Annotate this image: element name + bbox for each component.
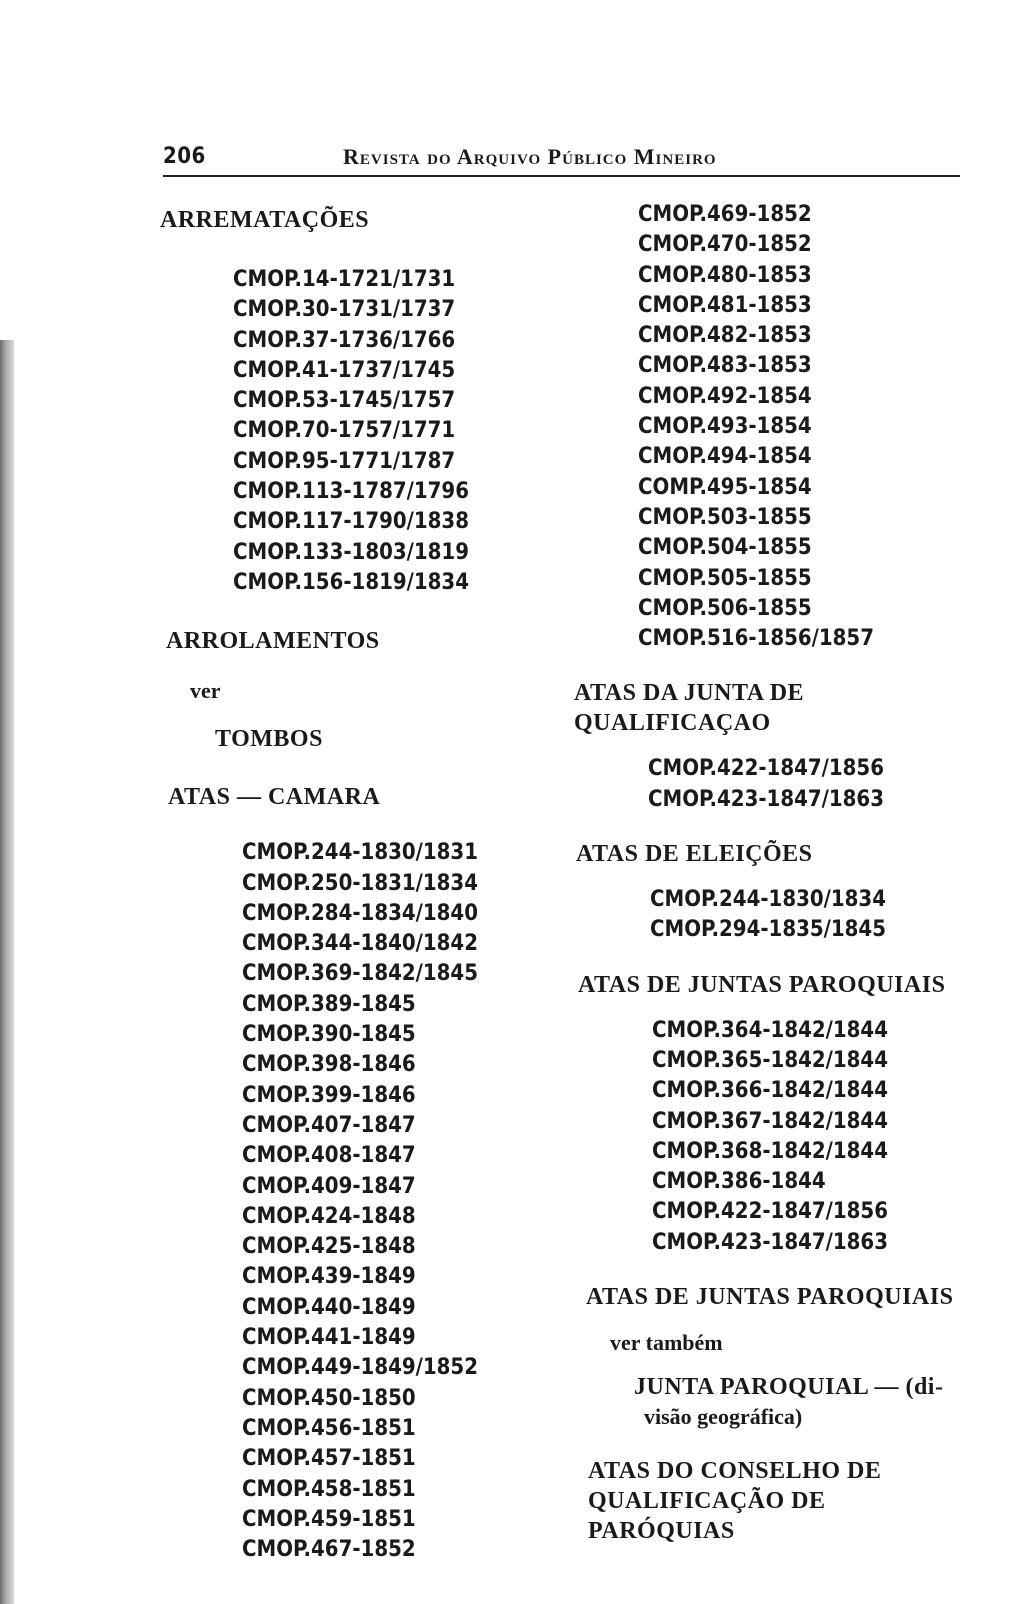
heading-arrolamentos: ARROLAMENTOS: [166, 628, 380, 655]
running-title: Revista do Arquivo Público Mineiro: [343, 144, 717, 169]
reference-entry: CMOP.407-1847: [242, 1112, 416, 1138]
reference-entry: CMOP.439-1849: [242, 1264, 416, 1290]
reference-entry: CMOP.41-1737/1745: [233, 357, 456, 383]
see-also-label: ver também: [610, 1330, 723, 1356]
reference-entry: CMOP.250-1831/1834: [242, 870, 478, 896]
page-header: [163, 136, 960, 176]
reference-entry: CMOP.367-1842/1844: [652, 1108, 888, 1134]
reference-entry: CMOP.481-1853: [638, 292, 812, 318]
reference-entry: CMOP.398-1846: [242, 1052, 416, 1078]
reference-entry: CMOP.364-1842/1844: [652, 1017, 888, 1043]
reference-entry: CMOP.494-1854: [638, 444, 812, 470]
reference-entry: CMOP.284-1834/1840: [242, 900, 478, 926]
heading-eleicoes: ATAS DE ELEIÇÕES: [576, 841, 813, 868]
cross-reference-junta-paroquial-cont: visão geográfica): [644, 1404, 803, 1430]
reference-entry: CMOP.408-1847: [242, 1143, 416, 1169]
heading-arrematacoes: ARREMATAÇÕES: [160, 207, 370, 233]
reference-entry: CMOP.493-1854: [638, 414, 812, 440]
page-number: 206: [163, 144, 206, 169]
reference-entry: CMOP.368-1842/1844: [652, 1138, 888, 1164]
reference-entry: CMOP.469-1852: [638, 202, 812, 227]
reference-entry: CMOP.14-1721/1731: [233, 267, 456, 292]
reference-entry: CMOP.344-1840/1842: [242, 931, 478, 957]
reference-entry: CMOP.30-1731/1737: [233, 297, 456, 323]
reference-entry: CMOP.503-1855: [638, 504, 812, 530]
reference-entry: CMOP.53-1745/1757: [233, 388, 456, 414]
reference-entry: CMOP.506-1855: [638, 595, 812, 621]
reference-entry: CMOP.244-1830/1831: [242, 840, 478, 866]
reference-entry: CMOP.450-1850: [242, 1385, 416, 1411]
book-binding-edge: [0, 340, 14, 1604]
reference-entry: CMOP.424-1848: [242, 1203, 416, 1229]
reference-entry: CMOP.294-1835/1845: [650, 917, 886, 943]
reference-entry: CMOP.37-1736/1766: [233, 327, 456, 353]
reference-entry: CMOP.366-1842/1844: [652, 1078, 888, 1104]
reference-entry: CMOP.399-1846: [242, 1082, 416, 1108]
reference-entry: CMOP.386-1844: [652, 1169, 826, 1195]
cross-reference-junta-paroquial: JUNTA PAROQUIAL — (di-: [634, 1374, 944, 1401]
reference-entry: CMOP.505-1855: [638, 565, 812, 591]
junta-qualificacao-list: [648, 754, 988, 815]
heading-juntas-paroquiais-ver: ATAS DE JUNTAS PAROQUIAIS: [586, 1284, 954, 1311]
reference-entry: CMOP.470-1852: [638, 232, 812, 258]
reference-entry: CMOP.70-1757/1771: [233, 418, 456, 444]
reference-entry: CMOP.482-1853: [638, 323, 812, 349]
cross-reference-tombos: TOMBOS: [215, 726, 323, 753]
reference-entry: CMOP.483-1853: [638, 353, 812, 379]
reference-entry: COMP.495-1854: [638, 474, 812, 500]
reference-entry: CMOP.95-1771/1787: [233, 448, 456, 474]
reference-entry: CMOP.425-1848: [242, 1234, 416, 1260]
reference-entry: CMOP.457-1851: [242, 1446, 416, 1472]
reference-entry: CMOP.244-1830/1834: [650, 887, 886, 913]
heading-atas-camara: ATAS — CAMARA: [168, 784, 381, 811]
heading-juntas-paroquiais: ATAS DE JUNTAS PAROQUIAIS: [578, 971, 946, 998]
reference-entry: CMOP.492-1854: [638, 383, 812, 409]
heading-conselho-qualificacao: ATAS DO CONSELHO DE QUALIFICAÇÃO DE PARÓQUIAS: [588, 1458, 882, 1545]
reference-entry: CMOP.156-1819/1834: [233, 569, 469, 595]
continued-list: [638, 200, 988, 654]
reference-entry: CMOP.458-1851: [242, 1476, 416, 1502]
reference-entry: CMOP.423-1847/1863: [652, 1229, 888, 1255]
reference-entry: CMOP.480-1853: [638, 262, 812, 288]
reference-entry: CMOP.516-1856/1857: [638, 626, 874, 652]
reference-entry: CMOP.390-1845: [242, 1022, 416, 1048]
reference-entry: CMOP.113-1787/1796: [233, 479, 469, 505]
header-rule: [163, 175, 960, 177]
see-label: ver: [190, 678, 221, 704]
reference-entry: CMOP.449-1849/1852: [242, 1355, 478, 1381]
right-column: [574, 200, 988, 1546]
arrematacoes-list: [233, 265, 580, 598]
reference-entry: CMOP.117-1790/1838: [233, 509, 469, 535]
reference-entry: CMOP.365-1842/1844: [652, 1047, 888, 1073]
reference-entry: CMOP.409-1847: [242, 1173, 416, 1199]
reference-entry: CMOP.504-1855: [638, 535, 812, 561]
reference-entry: CMOP.441-1849: [242, 1325, 416, 1351]
reference-entry: CMOP.422-1847/1856: [652, 1199, 888, 1225]
reference-entry: CMOP.459-1851: [242, 1506, 416, 1532]
reference-entry: CMOP.456-1851: [242, 1415, 416, 1441]
heading-junta-qualificacao: ATAS DA JUNTA DE QUALIFICAÇAO: [574, 680, 805, 737]
atas-camara-list: [242, 838, 580, 1565]
reference-entry: CMOP.422-1847/1856: [648, 756, 884, 782]
reference-entry: CMOP.423-1847/1863: [648, 786, 884, 812]
left-column: [160, 200, 580, 1565]
eleicoes-list: [650, 885, 988, 946]
reference-entry: CMOP.440-1849: [242, 1294, 416, 1320]
reference-entry: CMOP.133-1803/1819: [233, 539, 469, 565]
reference-entry: CMOP.467-1852: [242, 1537, 416, 1563]
reference-entry: CMOP.389-1845: [242, 991, 416, 1017]
reference-entry: CMOP.369-1842/1845: [242, 961, 478, 987]
juntas-paroquiais-list: [652, 1016, 988, 1258]
